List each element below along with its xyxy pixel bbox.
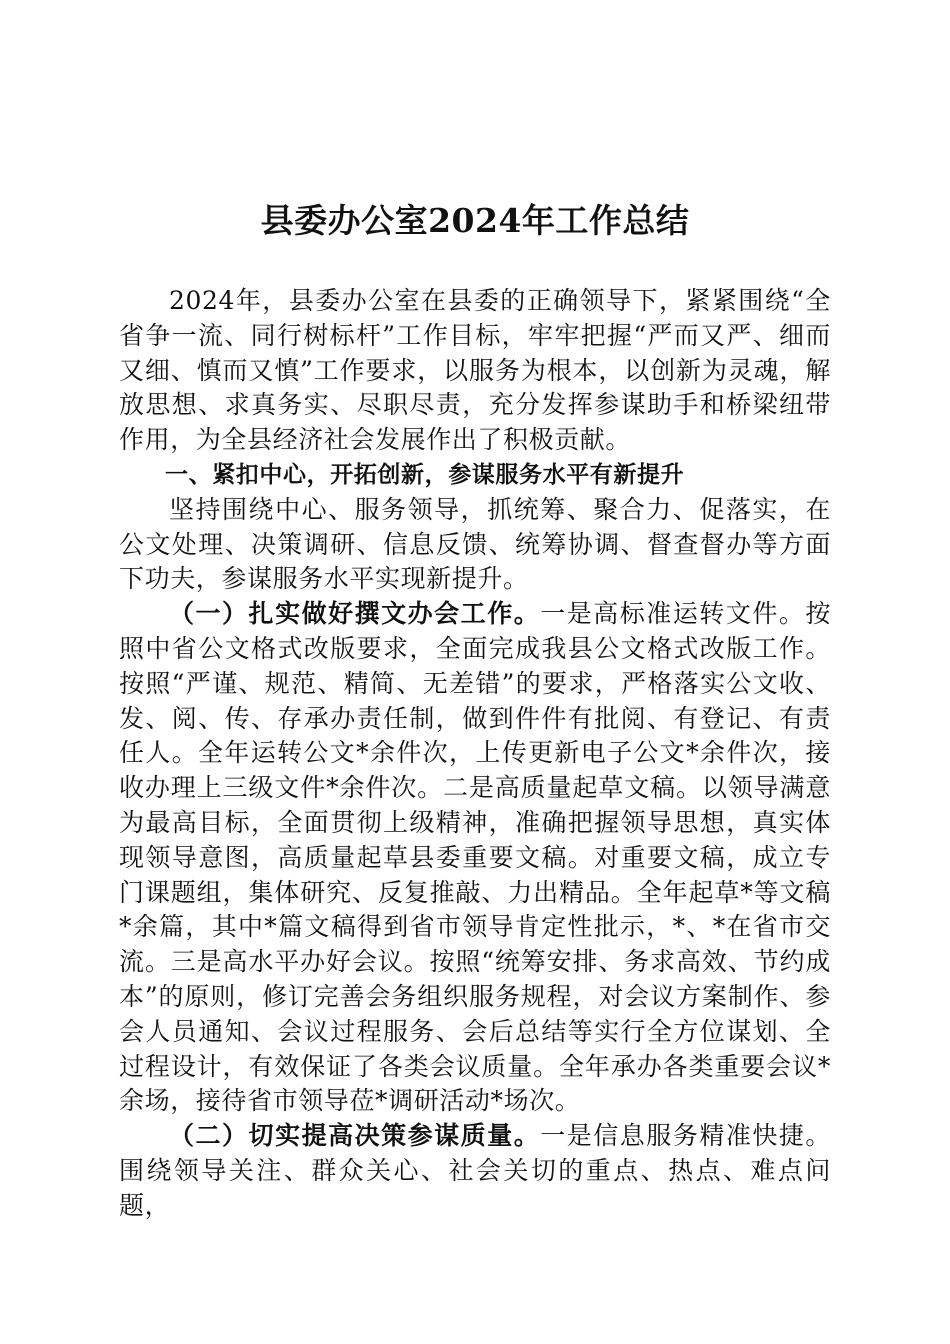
subsection-1-label: （一）扎实做好撰文办会工作。 [169,599,541,629]
subsection-2-text: 一是信息服务精准快捷。围绕领导关注、群众关心、社会关切的重点、热点、难点问题， [119,1121,831,1220]
section-1-paragraph: 坚持围绕中心、服务领导，抓统筹、聚合力、促落实，在公文处理、决策调研、信息反馈、统筹协调、督查督办等方面下功夫，参谋服务水平实现新提升。 [119,494,831,594]
document-title: 县委办公室2024年工作总结 [260,201,690,240]
section-1-heading: 一、紧扣中心，开拓创新，参谋服务水平有新提升 [165,461,685,488]
document-body [119,284,831,1224]
subsection-2-paragraph [119,1119,831,1223]
subsection-2-label: （二）切实提高决策参谋质量。 [169,1121,541,1151]
subsection-1-paragraph [119,597,831,1119]
subsection-1-text: 一是高标准运转文件。按照中省公文格式改版要求，全面完成我县公文格式改版工作。按照“严谨、规范、精简、无差错”的要求，严格落实公文收、发、阅、传、存承办责任制，做到件件有批阅、有登记、有责任人。全年运转公文*余件次，上传更新电子公文*余件次，接收办理上三级文件*余件次。二是高质量起草文稿。以领导满意为最高目标，全面贯彻上级精神，准确把握领导思想，真实体现领导意图，高质量起草县委重要文稿。对重要文稿，成立专门课题组，集体研究、反复推敲、力出精品。全年起草*等文稿*余篇，其中*篇文稿得到省市领导肯定性批示，*、*在省市交流。三是高水平办好会议。按照“统筹安排、务求高效、节约成本”的原则，修订完善会务组织服务规程，对会议方案制作、参会人员通知、会议过程服务、会后总结等实行全方位谋划、全过程设计，有效保证了各类会议质量。全年承办各类重要会议*余场，接待省市领导莅*调研活动*场次。 [119,599,831,1116]
intro-paragraph: 2024年，县委办公室在县委的正确领导下，紧紧围绕“全省争一流、同行树标杆”工作目标，牢牢把握“严而又严、细而又细、慎而又慎”工作要求，以服务为根本，以创新为灵魂，解放思想、求真务实、尽职尽责，充分发挥参谋助手和桥梁纽带作用，为全县经济社会发展作出了积极贡献。 [119,286,831,455]
